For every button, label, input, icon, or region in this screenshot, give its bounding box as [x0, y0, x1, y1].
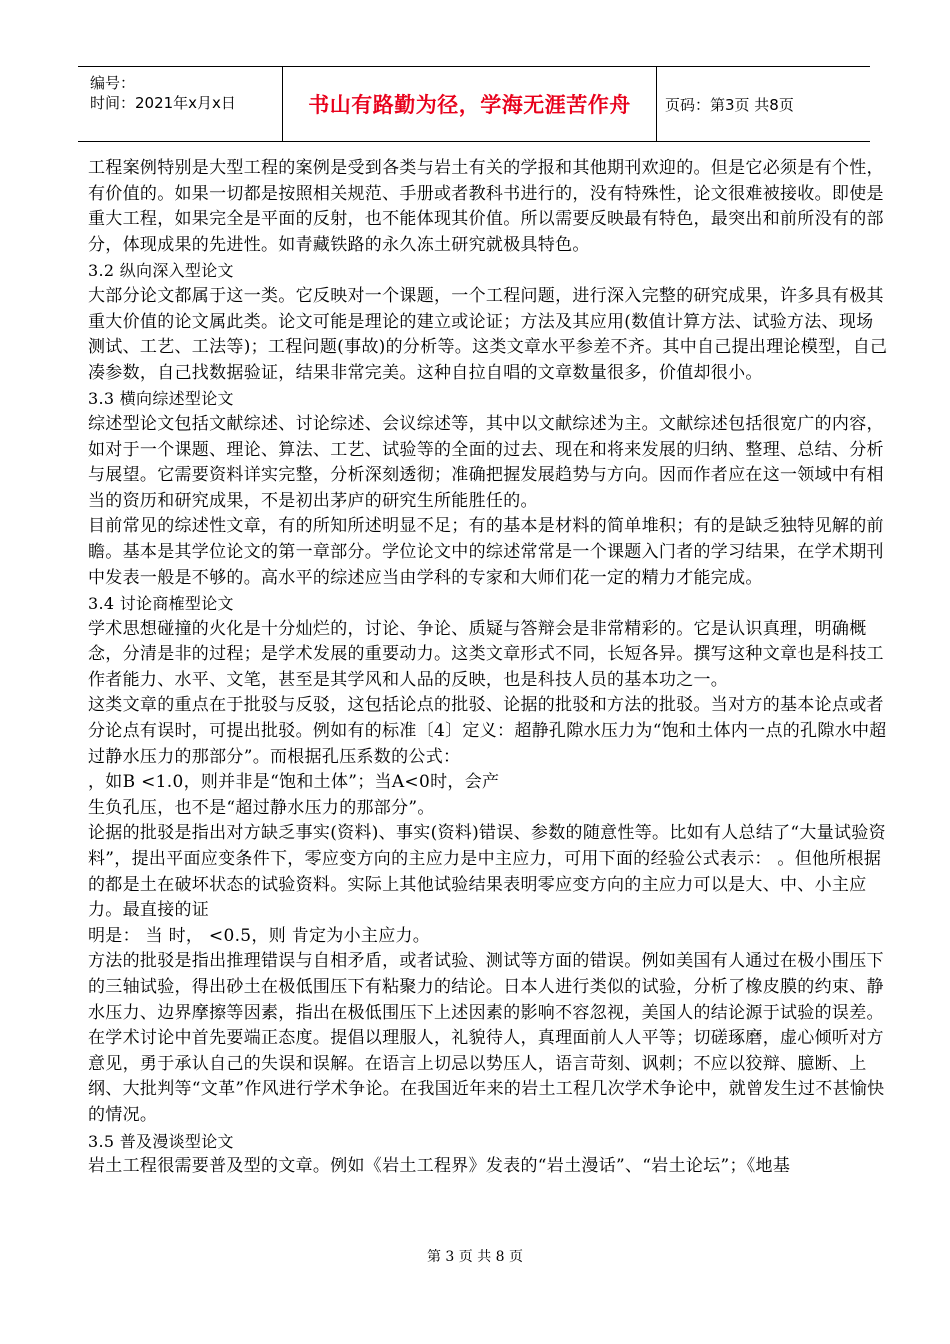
section-heading-3-4: 3.4 讨论商榷型论文: [88, 594, 234, 614]
section-heading-3-3: 3.3 横向综述型论文: [88, 389, 234, 409]
paragraph: 方法的批驳是指出推理错误与自相矛盾，或者试验、测试等方面的错误。例如美国有人通过在极小围压下的三轴试验，得出砂土在极低围压下有粘聚力的结论。日本人进行类似的试验，分析了橡皮膜的约束、静水压力、边界摩擦等因素，指出在极低围压下上述因素的影响不容忽视，美国人的结论源于试验的误差。: [88, 951, 884, 1023]
paragraph: 这类文章的重点在于批驳与反驳，这包括论点的批驳、论据的批驳和方法的批驳。当对方的基本论点或者分论点有误时，可提出批驳。例如有的标准〔4〕定义：超静孔隙水压力为“饱和土体内一点的孔隙水中超过静水压力的那部分”。而根据孔压系数的公式：: [88, 695, 887, 767]
page-info: 页码：第3页 共8页: [665, 95, 794, 114]
page-footer: [0, 1246, 950, 1266]
paragraph: 目前常见的综述性文章，有的所知所述明显不足；有的基本是材料的简单堆积；有的是缺乏独特见解的前瞻。基本是其学位论文的第一章部分。学位论文中的综述常常是一个课题入门者的学习结果，在学术期刊中发表一般是不够的。高水平的综述应当由学科的专家和大师们花一定的精力才能完成。: [88, 516, 884, 588]
paragraph: ，如B <1.0，则并非是“饱和土体”；当A<0时，会产: [88, 772, 500, 793]
number-label: 编号：: [90, 74, 136, 92]
paragraph: 生负孔压，也不是“超过静水压力的那部分”。: [88, 797, 435, 818]
section-heading-3-2: 3.2 纵向深入型论文: [88, 261, 234, 281]
header-page-cell: [657, 67, 870, 141]
section-heading-3-5: 3.5 普及漫谈型论文: [88, 1131, 234, 1151]
header-meta-cell: [78, 67, 283, 141]
paragraph: 岩土工程很需要普及型的文章。例如《岩土工程界》发表的“岩土漫话”、“岩土论坛”；《地基: [88, 1156, 791, 1177]
footer-page-number: 第 3 页 共 8 页: [426, 1249, 524, 1265]
document-body: [88, 156, 888, 1180]
page-header: [78, 66, 870, 142]
paragraph: 在学术讨论中首先要端正态度。提倡以理服人，礼貌待人，真理面前人人平等；切磋琢磨，虚心倾听对方意见，勇于承认自己的失误和误解。在语言上切忌以势压人，语言苛刻、讽刺；不应以狡辩、臆断、上纲、大批判等“文革”作风进行学术争论。在我国近年来的岩土工程几次学术争论中，就曾发生过不甚愉快的情况。: [88, 1028, 885, 1125]
paragraph: 学术思想碰撞的火化是十分灿烂的，讨论、争论、质疑与答辩会是非常精彩的。它是认识真理，明确概念，分清是非的过程；是学术发展的重要动力。这类文章形式不同，长短各异。撰写这种文章也是科技工作者能力、水平、文笔，甚至是其学风和人品的反映，也是科技人员的基本功之一。: [88, 618, 884, 690]
motto-text: 书山有路勤为径，学海无涯苦作舟: [308, 93, 631, 117]
paragraph: 大部分论文都属于这一类。它反映对一个课题，一个工程问题，进行深入完整的研究成果，许多具有极其重大价值的论文属此类。论文可能是理论的建立或论证；方法及其应用(数值计算方法、试验方法、现场测试、工艺、工法等)；工程问题(事故)的分析等。这类文章水平参差不齐。其中自己提出理论模型，自己凑参数，自己找数据验证，结果非常完美。这种自拉自唱的文章数量很多，价值却很小。: [88, 285, 888, 383]
paragraph: 综述型论文包括文献综述、讨论综述、会议综述等，其中以文献综述为主。文献综述包括很宽广的内容，如对于一个课题、理论、算法、工艺、试验等的全面的过去、现在和将来发展的归纳、整理、总结、分析与展望。它需要资料详实完整，分析深刻透彻；准确把握发展趋势与方向。因而作者应在这一领域中有相当的资历和研究成果，不是初出茅庐的研究生所能胜任的。: [88, 413, 884, 511]
paragraph: 论据的批驳是指出对方缺乏事实(资料)、事实(资料)错误、参数的随意性等。比如有人总结了“大量试验资料”，提出平面应变条件下，零应变方向的主应力是中主应力，可用下面的经验公式表示： 。但他所根据的都是土在破坏状态的试验资料。实际上其他试验结果表明零应变方向的主应力可以是大、中、小主应力。最直接的证: [88, 823, 886, 921]
paragraph: 工程案例特别是大型工程的案例是受到各类与岩土有关的学报和其他期刊欢迎的。但是它必须是有个性，有价值的。如果一切都是按照相关规范、手册或者教科书进行的，没有特殊性，论文很难被接收。即使是重大工程，如果完全是平面的反射，也不能体现其价值。所以需要反映最有特色，最突出和前所没有的部分，体现成果的先进性。如青藏铁路的永久冻土研究就极具特色。: [88, 158, 884, 255]
paragraph: 明是： 当 时， <0.5，则 肯定为小主应力。: [88, 925, 431, 946]
header-motto-cell: [283, 67, 657, 141]
time-label: 时间：2021年x月x日: [90, 94, 236, 112]
